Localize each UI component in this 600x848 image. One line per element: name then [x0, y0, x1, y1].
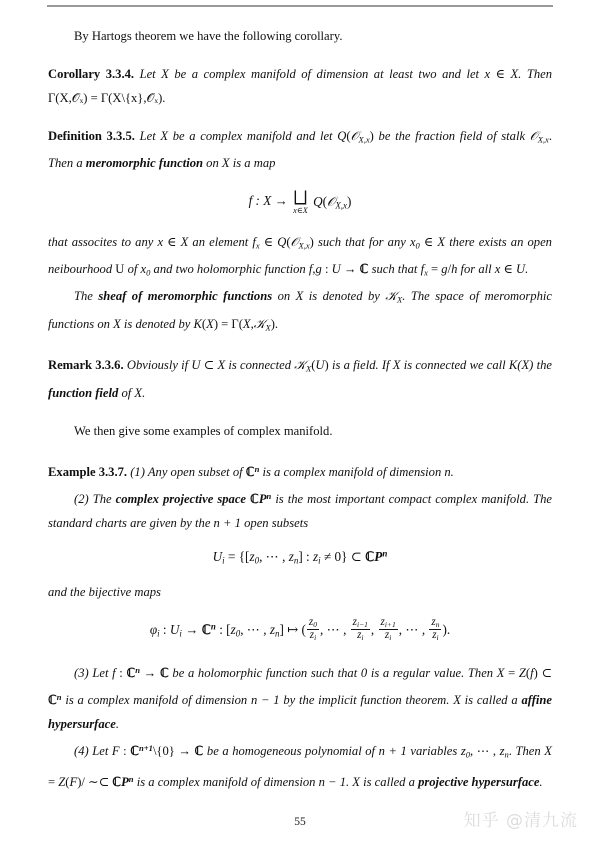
definition-body-3: Then a — [48, 156, 83, 171]
remark-bold-term: function field — [48, 385, 119, 400]
definition-label: Definition 3.3.5. — [48, 129, 135, 143]
math-X-Zf: X = Z(f) ⊂ ℂ$^n$ — [48, 665, 553, 708]
post-display-text-1: that assocites to any x ∈ X an element — [48, 234, 249, 249]
definition-body-4: on X is a map — [206, 156, 276, 171]
example-1-number: (1) — [130, 464, 145, 479]
math-X-ZF: X = Z(F)/ ∼⊂ ℂP$^n$ — [48, 744, 552, 789]
post-display-paragraph — [48, 230, 552, 285]
definition-3-3-5 — [48, 124, 552, 175]
coproduct-operator — [293, 189, 308, 215]
post-display-text-5: and two holomorphic function — [153, 261, 306, 276]
sheaf-bold-term: sheaf of meromorphic functions — [98, 289, 273, 304]
math-fx-eq-gh: $f_x = g/h$ — [420, 261, 458, 278]
example-1-text-a: Any open subset of — [147, 464, 243, 479]
coproduct-limit: x∈X — [293, 206, 308, 216]
sheaf-text-1: The — [74, 289, 93, 304]
sheaf-paragraph — [48, 284, 552, 339]
math-CP-n-1: ℂP$^n$ — [250, 490, 272, 506]
corollary-equation: Γ(X,𝒪ₓ) = Γ(X\{x},𝒪ₓ). — [48, 91, 166, 105]
display-equation-Ui — [48, 549, 552, 567]
corollary-in-symbol: ∈ — [495, 67, 505, 81]
corollary-var-x: x — [484, 67, 491, 81]
sheaf-text-2: on X is denoted by — [277, 289, 380, 304]
remark-text-1: Obviously if U ⊂ X is connected — [126, 358, 292, 373]
example-4-number: (4) — [74, 744, 89, 759]
example-2-number: (2) — [74, 491, 89, 506]
math-C-n-1: ℂ$^n$ — [245, 463, 260, 479]
display-equation-meromorphic-map — [48, 189, 552, 215]
example-4-text-b: be a homogeneous polynomial of n + 1 variables — [206, 744, 458, 759]
watermark: 知乎 @清九流 — [463, 811, 578, 831]
example-label: Example 3.3.7. — [48, 464, 128, 479]
math-KX-equation: K(X) = Γ(X,𝒦$_X$). — [193, 315, 279, 333]
post-display-text-7: for all x ∈ U. — [460, 261, 529, 276]
remark-3-3-6 — [48, 353, 552, 404]
example-4-text-d: is a complex manifold of dimension n − 1. X is called a — [136, 774, 415, 789]
example-3-text-c: is a complex manifold of dimension n − 1 by the implicit function theorem. X is called a — [65, 693, 518, 708]
math-x0-in-X: $x_0$ ∈ X — [409, 234, 446, 250]
math-KXU: 𝒦$_X$(U) — [294, 357, 329, 374]
example-2-text-b: is the most important compact complex manifold. The standard charts are given by the n + 1 open subsets — [48, 491, 553, 530]
corollary-label: Corollary 3.3.4. — [48, 67, 135, 81]
page-number: 55 — [294, 816, 306, 828]
example-3-number: (3) — [74, 665, 89, 680]
display-map-rhs: Q(𝒪$_{X,x}$) — [313, 193, 352, 211]
definition-body-2: be the fraction field of stalk — [378, 129, 526, 143]
post-display-text-6: such that — [371, 261, 418, 276]
remark-text-3: of X. — [121, 385, 146, 400]
math-fx-in-Q: $f_x$ ∈ Q(𝒪$_{X,x}$) — [252, 233, 314, 250]
example-3-text-d: . — [115, 717, 120, 732]
math-x0: $x_0$ — [140, 261, 151, 278]
display-phi-content: $\varphi_i$ : $U_i$ → ℂ$^n$ : [$z_0$, ⋯ , $z_n$] ↦ ( $\frac{z_0}{z_i}$ , ⋯ , $\frac{z_{i-1}}{z_i}$ , $\frac{z_{i+1}}{z_i}$ , ⋯ , $\frac{z_n}{z_i}$ ). — [149, 616, 451, 643]
display-Ui-content: $U_i = \{[z_0$, ⋯ , $z_n$] : $z_i \ne 0$} ⊂ ℂP$^n$ — [212, 548, 388, 566]
example-3-3-7 — [48, 457, 552, 484]
definition-math-q-stalk: Q(𝒪$_{X,x}$) — [337, 128, 374, 145]
corollary-var-X: X. — [510, 67, 522, 81]
page-top-rule — [47, 5, 553, 7]
math-f-map-3: f : ℂ$^n$ → ℂ — [112, 664, 169, 680]
example-4-text-e: . — [539, 774, 543, 789]
intro-text: By Hartogs theorem we have the following corollary. — [74, 29, 343, 43]
example-2 — [48, 484, 552, 535]
definition-body-1: Let X be a complex manifold and let — [139, 129, 333, 143]
math-z-list: $z_0$, ⋯ , $z_n$. — [460, 744, 512, 760]
intro-paragraph — [48, 24, 552, 48]
remark-label: Remark 3.3.6. — [48, 358, 124, 373]
examples-intro-paragraph — [48, 419, 552, 443]
example-4 — [48, 736, 552, 794]
example-3-text-b: be a holomorphic function such that 0 is a regular value. Then — [172, 665, 494, 680]
remark-text-2: is a field. If X is connected we call K(X) the — [331, 358, 552, 373]
example-4-text-a: Let — [92, 744, 109, 759]
bijective-intro-text: and the bijective maps — [48, 585, 161, 600]
math-U: U — [115, 261, 125, 276]
math-K-sheaf: 𝒦$_X$ — [385, 288, 403, 305]
display-map-lhs: f : X → — [248, 193, 288, 209]
corollary-body: Let X be a complex manifold of dimension at least two and let — [139, 67, 480, 81]
sheaf-text-3: . The space of meromorphic functions on X is denoted by — [48, 289, 552, 331]
post-display-text-2: such that for any — [317, 234, 406, 249]
definition-bold-term: meromorphic function — [85, 156, 204, 171]
math-fg-map: f,g : U → ℂ — [308, 261, 369, 276]
example-4-text-c: Then — [515, 744, 541, 759]
example-3 — [48, 658, 552, 736]
example-3-text-a: Let — [92, 665, 109, 680]
example-2-text-a: The — [92, 491, 112, 506]
post-display-text-4: of — [127, 261, 138, 276]
page-content — [48, 24, 552, 794]
display-equation-phi — [48, 618, 552, 644]
examples-intro-text: We then give some examples of complex manifold. — [74, 423, 333, 438]
example-2-bold-term: complex projective space — [115, 491, 247, 506]
example-1-text-b: is a complex manifold of dimension n. — [262, 464, 454, 479]
math-F-map-4: F : ℂ$^{n+1}$\{0} → ℂ — [111, 743, 204, 759]
definition-math-stalk: 𝒪$_{X,x}$. — [529, 128, 553, 145]
example-4-bold-term: projective hypersurface — [418, 774, 540, 789]
post-display-text-3: there exists an open neibourhood — [48, 234, 552, 276]
coproduct-icon: ⨆ — [293, 188, 308, 208]
example-3-bold-term: affine hypersurface — [48, 693, 553, 732]
corollary-then-word: Then — [526, 67, 552, 81]
corollary-3-3-4 — [48, 62, 552, 110]
bijective-intro-paragraph — [48, 580, 552, 604]
